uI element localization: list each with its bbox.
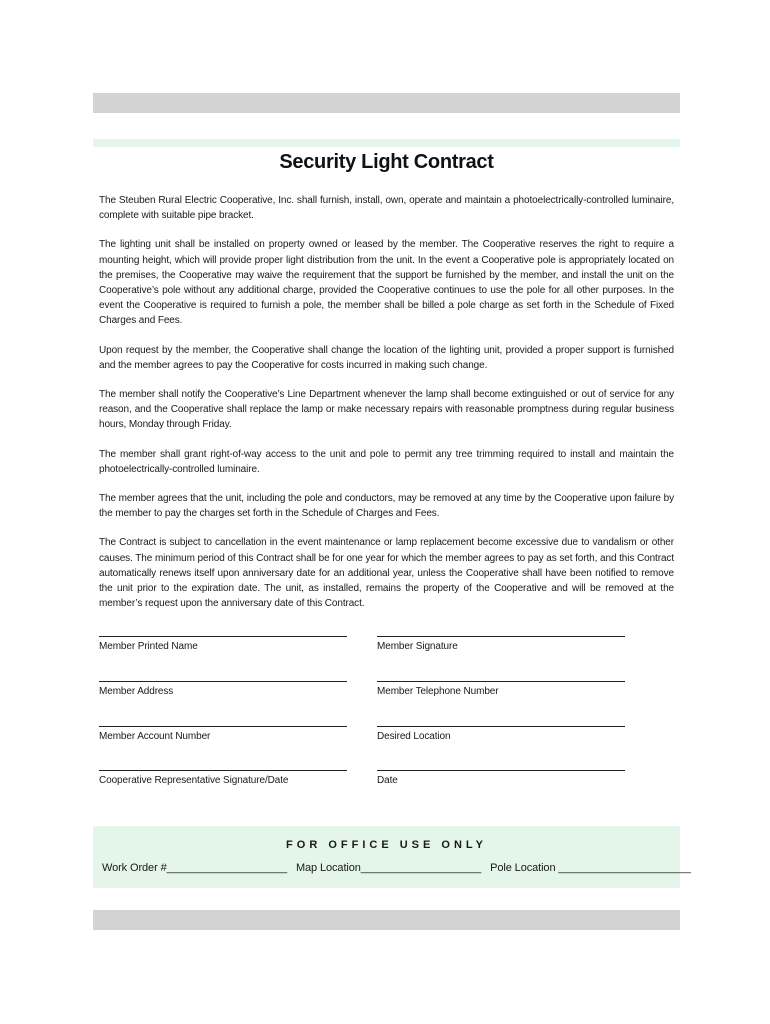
paragraph-maintenance: The member shall notify the Cooperative’s Line Department whenever the lamp shall become extinguished or out of service for any reason, and the Cooperative shall replace the lamp or make necessary repairs with reasonable promptness during regular business hours, Monday through Friday. — [99, 389, 674, 431]
field-label: Member Account Number — [99, 731, 211, 742]
desired-location-field[interactable] — [377, 726, 625, 742]
paragraph-right-of-way: The member shall grant right-of-way access to the unit and pole to permit any tree trimming required to install and maintain the photoelectrically-controlled luminaire. — [99, 448, 674, 475]
signature-line — [377, 681, 625, 682]
paragraph-cancellation: The Contract is subject to cancellation in the event maintenance or lamp replacement become excessive due to vandalism or other causes. The minimum period of this Contract shall be for one year for which the member agrees to pay as set forth, and this Contract automatically renews itself upon anniversary date for an additional year, unless the Cooperative shall have been notified to remove the unit prior to the expiration date. The unit, as installed, remains the property of the Cooperative and will be removed at the member’s request upon the anniversary date of this Contract. — [99, 537, 674, 610]
top-gray-bar — [93, 93, 680, 113]
signature-line — [99, 636, 347, 637]
field-label: Date — [377, 775, 398, 786]
paragraph-installation: The lighting unit shall be installed on property owned or leased by the member. The Cooperative reserves the right to require a mounting height, which will provide proper light distribution from the unit. In the event a Cooperative pole is appropriately located on the premises, the Cooperative may waive the requirement that the support be furnished by the member, and install the unit on the Cooperative’s pole without any additional charge, provided the Cooperative continues to use the pole for all other purposes. In the event the Cooperative is required to furnish a pole, the member shall be billed a pole charge as set forth in the Schedule of Fixed Charges and Fees. — [99, 239, 674, 327]
field-label: Member Telephone Number — [377, 686, 499, 697]
contract-body — [99, 193, 674, 625]
paragraph-relocation: Upon request by the member, the Cooperative shall change the location of the lighting unit, provided a proper support is furnished and the member agrees to pay the Cooperative for costs incurred in making such change. — [99, 344, 674, 371]
paragraph-removal: The member agrees that the unit, including the pole and conductors, may be removed at any time by the Cooperative upon failure by the member to pay the charges set forth in the Schedule of Charges and Fees. — [99, 493, 674, 520]
map-location-field[interactable]: Map Location____________________ — [295, 862, 482, 874]
member-account-number-field[interactable] — [99, 726, 347, 742]
field-label: Member Printed Name — [99, 641, 198, 652]
signature-line — [99, 681, 347, 682]
bottom-gray-bar — [93, 910, 680, 930]
document-title: Security Light Contract — [279, 151, 494, 173]
coop-rep-signature-field[interactable] — [99, 770, 347, 786]
member-telephone-field[interactable] — [377, 681, 625, 697]
field-label: Desired Location — [377, 731, 451, 742]
member-address-field[interactable] — [99, 681, 347, 697]
signature-line — [377, 770, 625, 771]
date-field[interactable] — [377, 770, 625, 786]
signature-line — [99, 726, 347, 727]
header-green-strip — [93, 139, 680, 147]
office-use-box — [93, 826, 691, 888]
signature-line — [377, 636, 625, 637]
member-signature-field[interactable] — [377, 636, 625, 652]
signature-line — [377, 726, 625, 727]
field-label: Member Address — [99, 686, 174, 697]
pole-location-field[interactable]: Pole Location ______________________ — [490, 862, 691, 874]
signature-line — [99, 770, 347, 771]
member-printed-name-field[interactable] — [99, 636, 347, 652]
field-label: Member Signature — [377, 641, 458, 652]
field-label: Cooperative Representative Signature/Date — [99, 775, 289, 786]
work-order-field[interactable]: Work Order #____________________ — [102, 862, 287, 874]
paragraph-furnish: The Steuben Rural Electric Cooperative, Inc. shall furnish, install, own, operate and maintain a photoelectrically-controlled luminaire, complete with suitable pipe bracket. — [99, 195, 674, 222]
office-use-title: FOR OFFICE USE ONLY — [286, 839, 487, 851]
office-use-fields — [102, 862, 697, 874]
